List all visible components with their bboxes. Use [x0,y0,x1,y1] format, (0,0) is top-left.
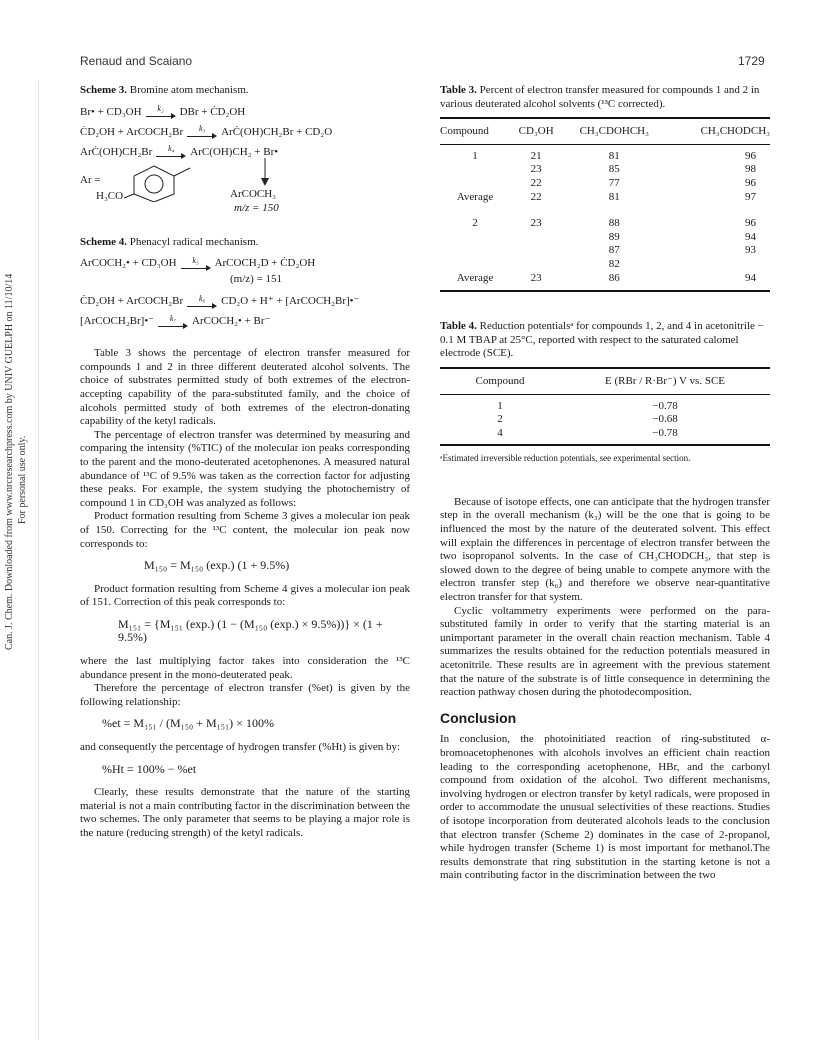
equation-ht: %Ht = 100% − %et [102,761,197,776]
download-watermark [2,230,30,650]
table-cell: 1 [497,399,503,412]
paragraph: In conclusion, the photoinitiated reaction of ring-substituted α-bromoacetophenones with alcohols involves an efficient chain reaction leading to the corresponding acetophenone, HBr, and the carbonyl compound from oxidation of the alcohol. Two different mechanisms, involving hydrogen or electron transfer by ketyl radicals, were proposed in order to accommodate the unusual selectivities of these reactions. Studies of isotope incorporation from deuterated alcohols leads to the conclusion that electron transfer (Scheme 2) dominates in the case of 2-propanol, while hydrogen transfer (Scheme 1) is most important for methanol.The results demonstrate that ring substitution in the starting ketone is not a main contributing factor in the discrimination between the two [440,733,770,882]
table-row [440,413,770,427]
table-cell: 81 [608,149,620,162]
table-cell [666,204,770,217]
scheme4-reaction-2: ĊD₂OH + ArCOCH₂Br k₆ CD₂O + H⁺ + [ArCOCH₂Br]•⁻ [80,291,410,311]
table-cell: 94 [745,271,756,284]
ar-substituent: H₃CO [96,189,124,202]
scheme4-reaction-1: ArCOCH₂• + CD₃OH k₅ ArCOCH₂D + ĊD₂OH [80,253,410,273]
ar-label: Ar = [80,173,101,186]
table3-header: Compound [440,125,489,138]
table-cell [666,258,770,272]
equation-et: %et = M₁₅₁ / (M₁₅₀ + M₁₅₁) × 100% [102,716,274,731]
table-cell: 94 [745,230,756,243]
table-cell: 2 [472,217,478,230]
scheme3-reaction-2: ĊD₂OH + ArCOCH₂Br k₃ ArĊ(OH)CH₂Br + CD₂O [80,122,410,142]
table-cell: 23 [530,163,542,176]
table-cell: Average [456,190,494,203]
paragraph: Cyclic voltammetry experiments were performed on the para-substituted family in order to verify that the starting material is an unimportant parameter in the overall chain reaction mechanism. Table 4 summarizes the results obtained for the reduction potentials measured in acetonitrile. These results are in agreement with the previous statement that the nature of the substrate is of little consequence in determining the reaction pathway chosen during the photodecomposition. [440,604,770,699]
table-cell [440,231,510,245]
paragraph: Product formation resulting from Scheme 4 gives a molecular ion peak of 151. Correction of this peak corresponds to: [80,582,410,609]
table-row [440,204,770,217]
table4-header: Compound [475,374,525,387]
benzene-ring-icon [124,162,194,202]
table3-caption: Table 3. Percent of electron transfer measured for compounds 1 and 2 in various deuterated alcohol solvents (¹³C corrected). [440,84,760,110]
table-cell: 21 [530,149,542,162]
table-cell: 88 [608,217,620,230]
table-row [440,394,770,413]
table3-header: CD₃OH [518,125,554,138]
down-arrow-icon [260,158,270,186]
table-cell: −0.78 [652,399,678,412]
table-cell: 96 [745,217,756,230]
paragraph: Because of isotope effects, one can anticipate that the hydrogen transfer step in the overall mechanism (k₃) will be the one that is going to be influenced the most by the nature of the deuterated solvent. This effect will explain the differences in percentage of electron transfer between the two isopropanol solvents. In the case of CH₃CHODCH₃, that step is slowed down to the degree of being unable to compete anymore with the electron transfer step (k₆) and therefore we observe near-quantitative electron transfer for that system. [440,495,770,604]
table-row [440,427,770,446]
paragraph: Table 3 shows the percentage of electron transfer measured for compounds 1 and 2 in three different deuterated alcohol solvents. The choice of substrates permitted study of both extremes of the electron-accepting capability of the para-substituted family, and the choice of alcohols permitted study of both extremes of the electron-donating capability of the ketyl radicals. [80,347,410,428]
paragraph: The percentage of electron transfer was determined by measuring and comparing the intensity (%TIC) of the molecular ion peaks corresponding to the parent and the mono-deuterated acetophenones. A measured natural abundance of ¹³C of 9.5% was taken as the correction factor for adjusting these peaks. For example, the system studying the photochemistry of compound 1 in CD₃OH was analyzed as follows: [80,428,410,509]
scheme4-reaction-3: [ArCOCH₂Br]•⁻ k₇ ArCOCH₂• + Br⁻ [80,311,410,331]
table-cell: 93 [745,244,756,257]
table-row [440,258,770,272]
table-cell [440,177,510,191]
paragraph: Product formation resulting from Scheme 3 gives a molecular ion peak of 150. Correcting for the ¹³C content, the molecular ion peak now corresponds to: [80,510,410,550]
table-cell: 85 [608,163,620,176]
table-row [440,144,770,163]
table-cell: 97 [745,190,756,203]
table-cell: 22 [530,190,542,203]
equation-m151: M₁₅₁ = {M₁₅₁ (exp.) (1 − (M₁₅₀ (exp.) × 9.5%))} × (1 + 9.5%) [118,616,383,645]
table-cell: 96 [745,176,756,189]
table-cell [440,244,510,258]
table-cell [440,204,510,217]
table-cell: Average [456,271,494,284]
table3 [440,117,770,292]
table4 [440,367,770,446]
table-row [440,244,770,258]
right-column [440,84,770,883]
table-cell [510,231,562,245]
table-cell [510,204,562,217]
table-row [440,231,770,245]
product-label: ArCOCH₃ [230,187,277,200]
ar-structure [80,162,410,224]
scheme3-reaction-1: Br• + CD₃OH k₂ DBr + ĊD₂OH [80,102,410,122]
watermark-line-2: For personal use only. [17,435,28,524]
scheme4-mz: (m/z) = 151 [230,273,283,286]
table-cell: 23 [530,217,542,230]
table-cell [510,258,562,272]
table-cell [440,163,510,177]
product-mz: m/z = 150 [234,201,279,214]
table-cell: −0.68 [652,413,678,426]
table-cell: 77 [608,176,620,189]
watermark-line-1: Can. J. Chem. Downloaded from www.nrcresearchpress.com by UNIV GUELPH on 11/10/14 [4,273,15,650]
table-cell [510,244,562,258]
table-cell: 86 [608,271,620,284]
table3-header: CH₃CHODCH₃ [700,125,770,138]
running-header-authors: Renaud and Scaiano [80,54,193,68]
page-number: 1729 [738,54,765,68]
table-cell: 89 [608,230,620,243]
table-row [440,191,770,205]
table-cell: 4 [497,426,503,439]
scheme3-title: Scheme 3. Bromine atom mechanism. [80,84,249,96]
paragraph: Clearly, these results demonstrate that the nature of the starting material is not a main contributing factor in the discrimination between the two schemes. The only parameter that seems to be playing a major role is the nature (reducing strength) of the ketyl radicals. [80,786,410,839]
table-cell: 2 [497,413,503,426]
table-cell: 96 [745,149,756,162]
equation-m150: M₁₅₀ = M₁₅₀ (exp.) (1 + 9.5%) [144,558,290,573]
table4-footnote: ᵃEstimated irreversible reduction potentials, see experimental section. [440,453,691,464]
table-cell: 82 [608,257,620,270]
table4-caption: Table 4. Reduction potentialsᵃ for compounds 1, 2, and 4 in acetonitrile − 0.1 M TBAP at 25°C, reported with respect to the saturated calomel electrode (SCE). [440,320,764,360]
table-cell: 81 [608,190,620,203]
table-cell: 22 [530,176,542,189]
table-row [440,217,770,231]
paragraph: Therefore the percentage of electron transfer (%et) is given by the following relationship: [80,682,410,708]
section-heading-conclusion: Conclusion [440,709,517,726]
left-column [80,84,410,841]
table-row [440,163,770,177]
paragraph: where the last multiplying factor takes into consideration the ¹³C abundance present in the mono-deuterated peak. [80,655,410,681]
table-row [440,272,770,292]
table4-header: E (RBr / R·Br⁻) V vs. SCE [605,374,725,387]
paragraph: and consequently the percentage of hydrogen transfer (%Ht) is given by: [80,741,401,754]
margin-line [38,80,39,1040]
table-row [440,177,770,191]
table-cell: 87 [608,244,620,257]
table-cell: −0.78 [652,426,678,439]
table-cell [562,204,666,217]
table3-header: CH₃CDOHCH₃ [579,125,649,138]
scheme3-reaction-3: ArĊ(OH)CH₂Br k₄ ArC(OH)CH₂ + Br• [80,142,410,162]
scheme4-title: Scheme 4. Phenacyl radical mechanism. [80,235,259,248]
table-cell: 98 [745,163,756,176]
table-cell: 23 [530,271,542,284]
table-cell: 1 [472,149,478,162]
table-cell [440,258,510,272]
